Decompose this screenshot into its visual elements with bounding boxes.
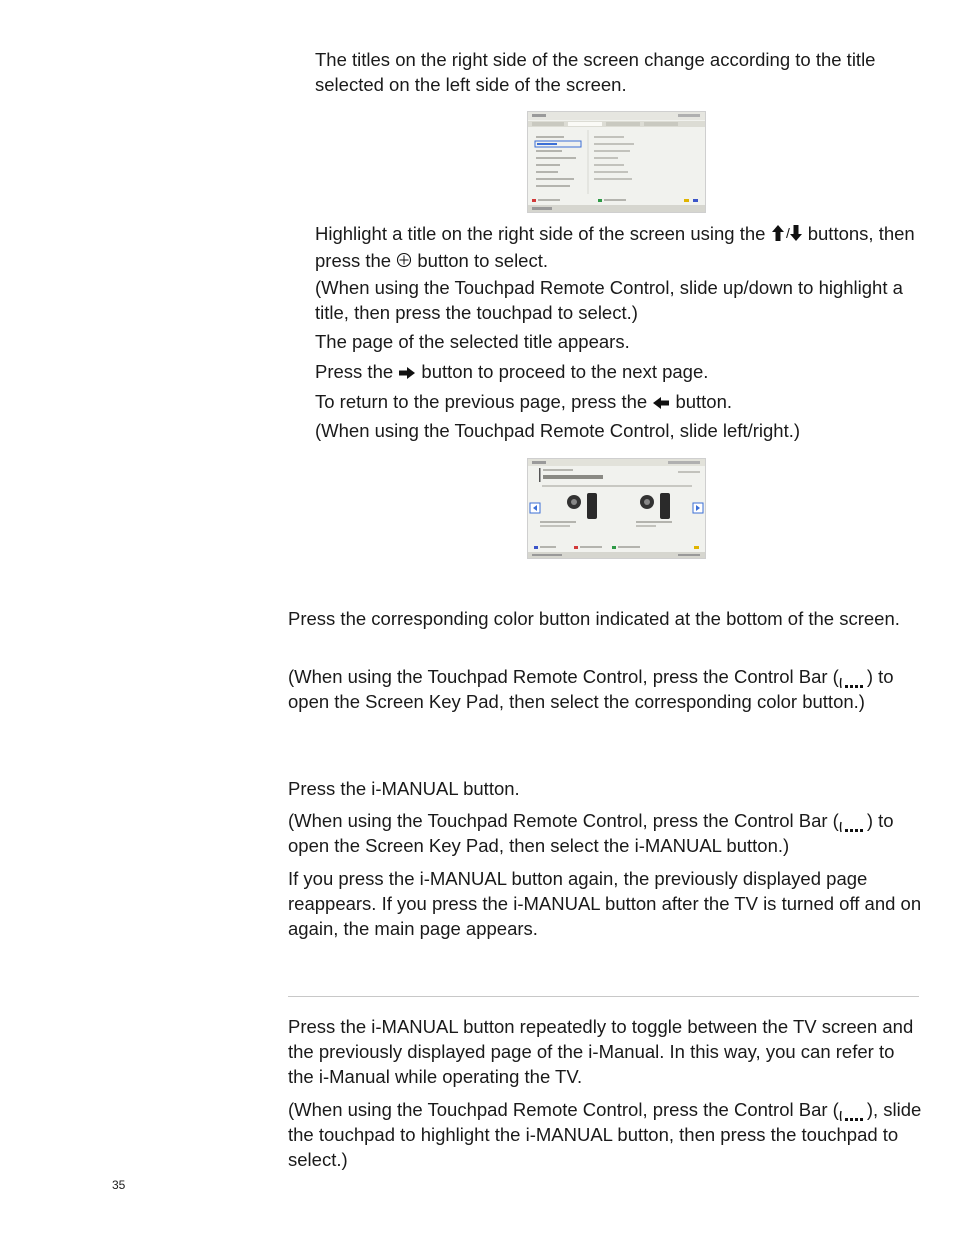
touchpad-note-5: (When using the Touchpad Remote Control, press the Control Bar ( ), slide the touchpad to highlight the i-MANUAL button, then press the touchpad to select.) [288, 1099, 922, 1170]
left-arrow-icon [652, 391, 670, 416]
right-arrow-icon [398, 361, 416, 386]
control-bar-icon [839, 815, 867, 829]
previous-page-paragraph: To return to the previous page, press the button. [315, 389, 925, 416]
intro-paragraph: The titles on the right side of the screen change according to the title selected on the left side of the screen. [315, 49, 876, 95]
next-page-paragraph: Press the button to proceed to the next page. [315, 359, 925, 386]
touchpad-note-2: (When using the Touchpad Remote Control, slide left/right.) [315, 420, 801, 441]
touchpad-note-3: (When using the Touchpad Remote Control, press the Control Bar ( ) to open the Screen Key Pad, then select the corresponding color button.) [288, 666, 894, 712]
reappear-paragraph: If you press the i-MANUAL button again, the previously displayed page reappears. If you press the i-MANUAL button after the TV is turned off and on again, the main page appears. [288, 868, 922, 939]
i-manual-list-screenshot [527, 111, 706, 213]
control-bar-icon [839, 671, 867, 685]
up-down-arrow-icon [771, 223, 803, 248]
color-button-paragraph: Press the corresponding color button indicated at the bottom of the screen. [288, 608, 900, 629]
section-divider [288, 996, 919, 997]
toggle-paragraph: Press the i-MANUAL button repeatedly to toggle between the TV screen and the previously displayed page of the i-Manual. In this way, you can refer to the i-Manual while operating the TV. [288, 1016, 914, 1087]
touchpad-note-4: (When using the Touchpad Remote Control, press the Control Bar ( ) to open the Screen Key Pad, then select the i-MANUAL button.) [288, 810, 894, 856]
highlight-title-paragraph: Highlight a title on the right side of the screen using the / buttons, then press the button to select. [315, 221, 925, 274]
enter-circle-icon [396, 249, 412, 274]
press-i-manual-paragraph: Press the i-MANUAL button. [288, 778, 520, 799]
page-number: 35 [112, 1178, 126, 1192]
control-bar-icon [839, 1104, 867, 1118]
svg-text:/: / [785, 224, 790, 241]
i-manual-page-screenshot [527, 458, 706, 559]
touchpad-note-1: (When using the Touchpad Remote Control, slide up/down to highlight a title, then press the touchpad to select.) [315, 277, 903, 323]
page-appears-paragraph: The page of the selected title appears. [315, 331, 630, 352]
